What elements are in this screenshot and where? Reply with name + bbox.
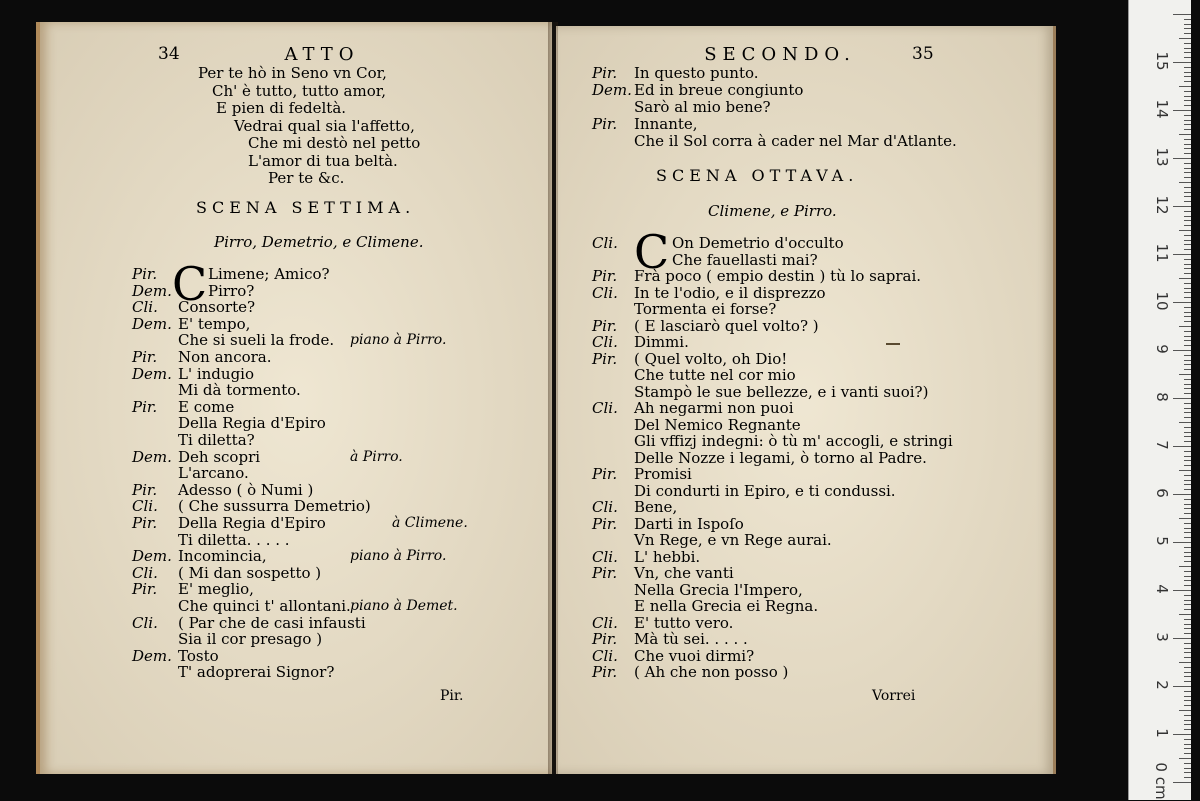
speaker-label: Cli. [132, 497, 158, 516]
ruler-tick [1184, 456, 1191, 457]
ruler-tick [1184, 28, 1191, 29]
dialogue-line: Dimmi. [634, 333, 689, 351]
ruler-tick [1184, 292, 1191, 293]
dialogue-line: ( E lasciarò quel volto? ) [634, 316, 819, 335]
ruler-tick [1184, 393, 1191, 394]
ruler-tick [1184, 465, 1191, 466]
dialogue-line: Ti diletta? [178, 431, 255, 449]
aria-line: Per te hò in Seno vn Cor, [198, 64, 387, 82]
ruler-tick [1184, 748, 1191, 749]
speaker-label: Dem. [132, 646, 172, 665]
aria-line: L'amor di tua beltà. [248, 151, 398, 170]
speaker-label: Pir. [592, 630, 618, 648]
dialogue-line: Sia il cor presago ) [178, 630, 323, 649]
ruler-tick [1184, 331, 1191, 332]
speaker-label: Dem. [592, 81, 632, 99]
ruler-tick [1184, 772, 1191, 773]
ruler-tick [1184, 724, 1191, 725]
ruler-tick [1179, 614, 1191, 615]
dialogue-line: Non ancora. [178, 348, 272, 366]
ruler-tick [1184, 523, 1191, 524]
ruler-tick [1184, 604, 1191, 605]
speaker-label: Pir. [592, 564, 618, 582]
ruler-tick [1184, 48, 1191, 49]
dialogue-line: ( Che sussurra Demetrio) [178, 497, 371, 516]
ruler-tick [1184, 753, 1191, 754]
ink-mark [886, 343, 900, 345]
ruler-tick [1184, 91, 1191, 92]
ruler-tick [1173, 494, 1191, 495]
ruler-tick [1184, 283, 1191, 284]
dialogue-line: E' tempo, [178, 314, 251, 333]
speaker-label: Cli. [592, 333, 618, 351]
ruler-tick [1184, 561, 1191, 562]
ruler-tick [1184, 672, 1191, 673]
ruler-tick [1184, 201, 1191, 202]
ruler-tick [1184, 475, 1191, 476]
dialogue-line: Deh scopri [178, 447, 261, 466]
aria-line: Che mi destò nel petto [248, 134, 421, 152]
dialogue-line: Tormenta ei forse? [634, 300, 777, 318]
ruler-label: 3 [1153, 632, 1171, 642]
ruler-tick [1184, 43, 1191, 44]
ruler-tick [1184, 33, 1191, 34]
ruler-label: 1 [1153, 728, 1171, 738]
ruler-tick [1184, 129, 1191, 130]
ruler-tick [1184, 225, 1191, 226]
ruler-tick [1179, 134, 1191, 135]
scene-title-left: SCENA SETTIMA. [196, 198, 416, 217]
ruler-tick [1184, 216, 1191, 217]
ruler-label: 4 [1153, 584, 1171, 594]
ruler-tick [1179, 86, 1191, 87]
speaker-label: Cli. [592, 283, 618, 302]
ruler-tick [1184, 556, 1191, 557]
dialogue-line: Ed in breue congiunto [634, 81, 804, 99]
ruler-tick [1184, 580, 1191, 581]
ruler-tick [1184, 244, 1191, 245]
ruler-label: 11 [1153, 243, 1171, 263]
ruler-tick [1173, 254, 1191, 255]
dialogue-line: Ah negarmi non puoi [634, 399, 794, 417]
ruler-tick [1184, 312, 1191, 313]
speaker-label: Cli. [592, 646, 618, 665]
ruler-tick [1184, 336, 1191, 337]
dialogue-line: Vn Rege, e vn Rege aurai. [634, 531, 832, 549]
ruler-tick [1184, 340, 1191, 341]
ruler-tick [1179, 518, 1191, 519]
dialogue-line: Stampò le sue bellezze, e i vanti suoi?) [634, 382, 929, 401]
dialogue-line: Promisi [634, 465, 692, 483]
ruler-tick [1184, 81, 1191, 82]
ruler-tick [1173, 590, 1191, 591]
ruler-tick [1184, 720, 1191, 721]
page-number-right: 35 [912, 44, 934, 64]
stage-direction: piano à Pirro. [350, 548, 447, 565]
ruler-tick [1179, 710, 1191, 711]
dialogue-line: Che il Sol corra à cader nel Mar d'Atlante. [634, 132, 957, 150]
ruler-tick [1184, 768, 1191, 769]
ruler-tick [1184, 643, 1191, 644]
ruler-label: 6 [1153, 488, 1171, 498]
ruler-tick [1184, 504, 1191, 505]
ruler-tick [1184, 273, 1191, 274]
ruler-tick [1184, 715, 1191, 716]
dialogue-line: Mà tù sei. . . . . [634, 630, 748, 648]
ruler-tick [1184, 681, 1191, 682]
ruler-tick [1173, 542, 1191, 543]
ruler-tick [1173, 398, 1191, 399]
ruler-label: 15 [1153, 51, 1171, 71]
ruler-tick [1184, 148, 1191, 149]
ruler-tick [1184, 676, 1191, 677]
ruler-tick [1184, 648, 1191, 649]
speaker-label: Cli. [592, 498, 618, 516]
ruler-tick [1184, 628, 1191, 629]
dialogue-line: E come [178, 397, 235, 416]
ruler-tick [1184, 177, 1191, 178]
speaker-label: Dem. [132, 314, 172, 333]
scene-persons-left: Pirro, Demetrio, e Climene. [214, 233, 424, 251]
ruler-tick [1173, 734, 1191, 735]
ruler-label: 8 [1153, 392, 1171, 402]
ruler-tick [1184, 153, 1191, 154]
ruler-tick [1184, 460, 1191, 461]
dialogue-line: On Demetrio d'occulto [672, 234, 844, 252]
scene-title-right: SCENA OTTAVA. [656, 166, 859, 185]
ruler-tick [1184, 508, 1191, 509]
ruler-tick [1184, 211, 1191, 212]
ruler-tick [1184, 297, 1191, 298]
ruler-tick [1184, 105, 1191, 106]
dialogue-line: Che si sueli la frode. [178, 331, 335, 350]
ruler-tick [1184, 144, 1191, 145]
running-head-left: ATTO [284, 44, 360, 65]
stage-direction: piano à Demet. [350, 598, 458, 614]
ruler-tick [1184, 240, 1191, 241]
dialogue-line: In te l'odio, e il disprezzo [634, 283, 826, 302]
ruler-tick [1184, 739, 1191, 740]
ruler-tick [1184, 441, 1191, 442]
speaker-label: Pir. [132, 580, 158, 599]
ruler-tick [1184, 288, 1191, 289]
speaker-label: Pir. [592, 64, 618, 82]
ruler-tick [1184, 52, 1191, 53]
ruler-tick [1179, 758, 1191, 759]
dialogue-line: ( Par che de casi infausti [178, 613, 366, 632]
dialogue-line: L' hebbi. [634, 547, 701, 566]
ruler-tick [1184, 763, 1191, 764]
ruler-tick [1184, 168, 1191, 169]
ruler-tick [1184, 192, 1191, 193]
dialogue-line: Frà poco ( empio destin ) tù lo saprai. [634, 267, 922, 285]
dialogue-line: Vn, che vanti [634, 564, 734, 582]
dialogue-line: Mi dà tormento. [178, 381, 301, 400]
dialogue-line: Innante, [634, 115, 698, 133]
dialogue-line: Consorte? [178, 298, 256, 317]
ruler-tick [1184, 436, 1191, 437]
measurement-ruler [1128, 0, 1191, 800]
ruler-tick [1184, 571, 1191, 572]
drop-initial-right: C [634, 225, 670, 279]
ruler-tick [1184, 57, 1191, 58]
dialogue-line: Della Regia d'Epiro [178, 514, 326, 532]
ruler-tick [1184, 321, 1191, 322]
dialogue-line: Di condurti in Epiro, e ti condussi. [634, 481, 896, 500]
ruler-tick [1184, 19, 1191, 20]
speaker-label: Cli. [592, 613, 618, 632]
ruler-tick [1184, 115, 1191, 116]
dialogue-line: Ti diletta. . . . . [178, 530, 290, 549]
ruler-tick [1184, 264, 1191, 265]
ruler-tick [1173, 206, 1191, 207]
ruler-tick [1173, 446, 1191, 447]
ruler-tick [1184, 187, 1191, 188]
dialogue-line: E' tutto vero. [634, 613, 734, 632]
dialogue-line: Del Nemico Regnante [634, 415, 801, 434]
dialogue-line: Che vuoi dirmi? [634, 646, 755, 665]
ruler-tick [1179, 662, 1191, 663]
ruler-tick [1184, 705, 1191, 706]
ruler-tick [1173, 158, 1191, 159]
ruler-tick [1184, 403, 1191, 404]
ruler-tick [1184, 552, 1191, 553]
ruler-tick [1179, 326, 1191, 327]
ruler-tick [1184, 480, 1191, 481]
ruler-tick [1184, 163, 1191, 164]
ruler-tick [1173, 110, 1191, 111]
ruler-label: 12 [1153, 195, 1171, 215]
speaker-label: Cli. [132, 613, 158, 632]
speaker-label: Pir. [132, 397, 158, 416]
ruler-tick [1184, 417, 1191, 418]
stage-direction: à Pirro. [350, 448, 403, 465]
ruler-tick [1184, 124, 1191, 125]
dialogue-line: Tosto [178, 646, 219, 665]
ruler-tick [1184, 600, 1191, 601]
speaker-label: Cli. [592, 399, 618, 417]
ruler-tick [1184, 576, 1191, 577]
drop-initial-left: C [172, 257, 208, 311]
ruler-tick [1184, 307, 1191, 308]
stage-direction: piano à Pirro. [350, 332, 447, 349]
ruler-tick [1179, 182, 1191, 183]
dialogue-line: Nella Grecia l'Impero, [634, 580, 803, 599]
speaker-label: Cli. [132, 298, 158, 317]
ruler-tick [1179, 566, 1191, 567]
dialogue-line: Della Regia d'Epiro [178, 414, 326, 433]
ruler-tick [1184, 360, 1191, 361]
dialogue-line: Gli vffizj indegni: ò tù m' accogli, e stringi [634, 432, 953, 450]
ruler-label: 10 [1153, 291, 1171, 311]
ruler-tick [1179, 422, 1191, 423]
ruler-tick [1184, 729, 1191, 730]
ruler-tick [1184, 364, 1191, 365]
dialogue-line: L' indugio [178, 364, 255, 383]
ruler-tick [1184, 427, 1191, 428]
ruler-tick [1184, 384, 1191, 385]
speaker-label: Pir. [592, 316, 618, 335]
speaker-label: Pir. [592, 663, 618, 681]
ruler-tick [1184, 412, 1191, 413]
dialogue-line: Darti in Ispoſo [634, 514, 744, 533]
dialogue-line: In questo punto. [634, 64, 759, 82]
dialogue-line: E nella Grecia ei Regna. [634, 597, 819, 615]
ruler-tick [1184, 484, 1191, 485]
dialogue-line: ( Ah che non posso ) [634, 663, 789, 681]
aria-line: Vedrai qual sia l'affetto, [234, 116, 415, 135]
dialogue-line: Sarò al mio bene? [634, 98, 771, 116]
speaker-label: Dem. [132, 281, 172, 300]
scene-persons-right: Climene, e Pirro. [708, 202, 837, 220]
dialogue-line: Limene; Amico? [208, 265, 330, 283]
ruler-tick [1173, 62, 1191, 63]
dialogue-line: Che quinci t' allontani. [178, 597, 351, 615]
dialogue-line: Incomincia, [178, 547, 267, 566]
ruler-tick [1173, 638, 1191, 639]
ruler-label: 5 [1153, 536, 1171, 546]
running-head-right: SECONDO. [704, 44, 856, 65]
dialogue-line: Adesso ( ò Numi ) [178, 480, 314, 499]
speaker-label: Cli. [592, 234, 618, 252]
dialogue-line: ( Quel volto, oh Dio! [634, 349, 788, 368]
speaker-label: Dem. [132, 364, 172, 383]
ruler-label: 14 [1153, 99, 1171, 119]
ruler-tick [1184, 633, 1191, 634]
ruler-tick [1184, 259, 1191, 260]
ruler-tick [1184, 547, 1191, 548]
ruler-tick [1184, 513, 1191, 514]
ruler-tick [1179, 374, 1191, 375]
dialogue-line: Bene, [634, 498, 678, 516]
speaker-label: Pir. [132, 265, 158, 283]
ruler-tick [1184, 345, 1191, 346]
ruler-tick [1173, 14, 1191, 15]
ruler-tick [1179, 38, 1191, 39]
dialogue-line: T' adoprerai Signor? [178, 663, 335, 682]
ruler-tick [1184, 667, 1191, 668]
ruler-tick [1184, 777, 1191, 778]
speaker-label: Pir. [592, 349, 618, 368]
speaker-label: Pir. [132, 480, 158, 499]
ruler-tick [1184, 72, 1191, 73]
ruler-tick [1184, 408, 1191, 409]
ruler-tick [1184, 532, 1191, 533]
ruler-label: 13 [1153, 147, 1171, 167]
ruler-tick [1184, 100, 1191, 101]
catchword-left: Pir. [440, 688, 464, 704]
aria-line: Per te &c. [268, 169, 345, 187]
ruler-tick [1184, 499, 1191, 500]
ruler-tick [1184, 700, 1191, 701]
ruler-tick [1184, 24, 1191, 25]
dialogue-line: Delle Nozze i legami, ò torno al Padre. [634, 448, 927, 467]
dialogue-line: E' meglio, [178, 580, 254, 599]
ruler-tick [1179, 470, 1191, 471]
ruler-label: 0 cm [1152, 762, 1170, 800]
ruler-tick [1184, 585, 1191, 586]
ruler-tick [1184, 696, 1191, 697]
ruler-tick [1184, 691, 1191, 692]
ruler-tick [1179, 278, 1191, 279]
speaker-label: Pir. [592, 115, 618, 133]
ruler-tick [1173, 302, 1191, 303]
dialogue-line: Che tutte nel cor mio [634, 366, 796, 384]
ruler-tick [1184, 268, 1191, 269]
ruler-tick [1179, 230, 1191, 231]
speaker-label: Pir. [132, 514, 158, 532]
ruler-tick [1184, 172, 1191, 173]
ruler-tick [1184, 220, 1191, 221]
ruler-tick [1184, 652, 1191, 653]
ruler-label: 7 [1153, 440, 1171, 450]
ruler-label: 2 [1153, 680, 1171, 690]
speaker-label: Dem. [132, 447, 172, 466]
ruler-tick [1184, 432, 1191, 433]
ruler-label: 9 [1153, 344, 1171, 354]
catchword-right: Vorrei [872, 688, 916, 704]
ruler-tick [1184, 139, 1191, 140]
ruler-tick [1173, 686, 1191, 687]
ruler-tick [1184, 744, 1191, 745]
aria-line: Ch' è tutto, tutto amor, [212, 81, 387, 100]
ruler-tick [1184, 624, 1191, 625]
ruler-tick [1184, 451, 1191, 452]
ruler-tick [1184, 595, 1191, 596]
stage-direction: à Climene. [392, 515, 468, 531]
ruler-tick [1184, 537, 1191, 538]
ruler-tick [1184, 355, 1191, 356]
ruler-tick [1184, 235, 1191, 236]
ruler-tick [1184, 657, 1191, 658]
speaker-label: Dem. [132, 547, 172, 566]
aria-line: E pien di fedeltà. [216, 99, 347, 117]
ruler-tick [1173, 782, 1191, 783]
ruler-tick [1184, 369, 1191, 370]
page-number-left: 34 [158, 44, 180, 64]
ruler-tick [1184, 76, 1191, 77]
dialogue-line: Che fauellasti mai? [672, 250, 818, 269]
ruler-tick [1184, 528, 1191, 529]
ruler-tick [1184, 489, 1191, 490]
ruler-tick [1184, 96, 1191, 97]
speaker-label: Cli. [592, 547, 618, 566]
speaker-label: Pir. [592, 514, 618, 533]
dialogue-line: Pirro? [208, 281, 255, 300]
book-gutter [548, 22, 558, 774]
ruler-tick [1184, 249, 1191, 250]
speaker-label: Pir. [592, 465, 618, 483]
speaker-label: Cli. [132, 563, 158, 582]
ruler-tick [1184, 619, 1191, 620]
ruler-tick [1184, 316, 1191, 317]
ruler-tick [1184, 67, 1191, 68]
ruler-tick [1184, 196, 1191, 197]
ruler-tick [1184, 609, 1191, 610]
dialogue-line: L'arcano. [178, 464, 249, 483]
dialogue-line: ( Mi dan sospetto ) [178, 563, 322, 582]
ruler-tick [1184, 120, 1191, 121]
speaker-label: Pir. [132, 348, 158, 366]
speaker-label: Pir. [592, 267, 618, 285]
ruler-tick [1184, 379, 1191, 380]
ruler-tick [1184, 388, 1191, 389]
ruler-tick [1173, 350, 1191, 351]
